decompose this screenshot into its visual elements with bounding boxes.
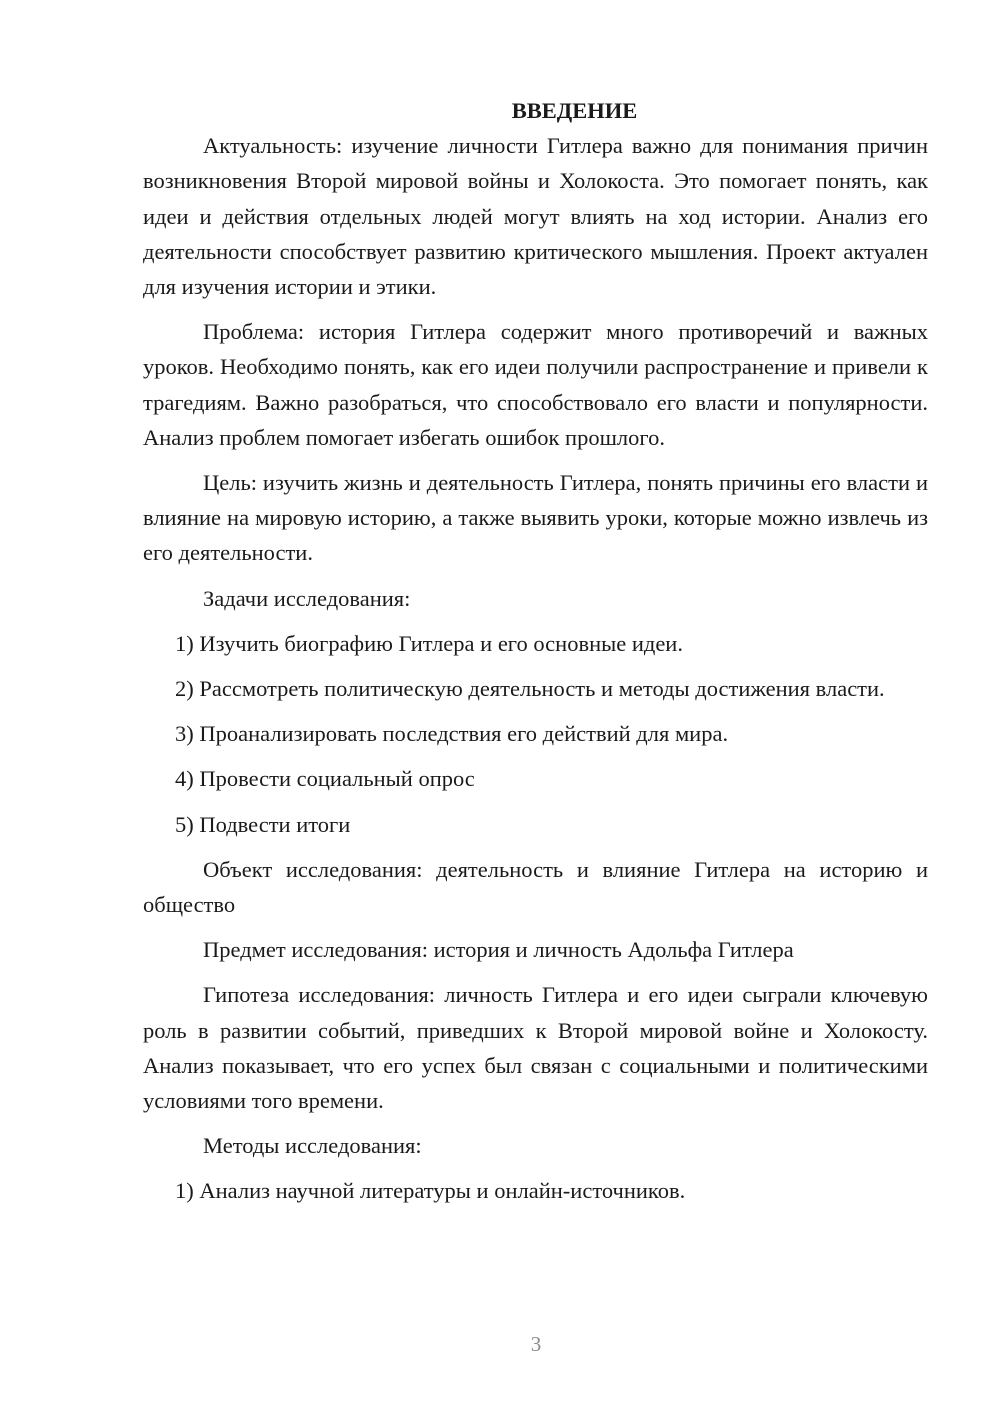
- methods-heading: Методы исследования:: [203, 1133, 422, 1159]
- page-number: 3: [530, 1332, 542, 1356]
- method-item-1: 1) Анализ научной литературы и онлайн-источников.: [175, 1178, 686, 1204]
- paragraph-object: Объект исследования: деятельность и влияние Гитлера на историю и общество: [143, 856, 928, 918]
- task-item-5: 5) Подвести итоги: [175, 811, 351, 837]
- document-body: [143, 93, 928, 1219]
- paragraph-hypothesis: Гипотеза исследования: личность Гитлера и его идеи сыграли ключевую роль в развитии событий, приведших к Второй мировой войне и Холокосту. Анализ показывает, что его успех был связан с социальными и политическими условиями того времени.: [143, 982, 928, 1114]
- paragraph-subject: Предмет исследования: история и личность Адольфа Гитлера: [203, 937, 794, 963]
- paragraph-problem: Проблема: история Гитлера содержит много противоречий и важных уроков. Необходимо понять, как его идеи получили распространение и привели к трагедиям. Важно разобраться, что способствовало его власти и популярности. Анализ проблем помогает избегать ошибок прошлого.: [143, 319, 928, 450]
- task-item-1: 1) Изучить биографию Гитлера и его основные идеи.: [175, 630, 683, 656]
- task-item-4: 4) Провести социальный опрос: [175, 766, 475, 792]
- paragraph-goal: Цель: изучить жизнь и деятельность Гитлера, понять причины его власти и влияние на мировую историю, а также выявить уроки, которые можно извлечь из его деятельности.: [143, 470, 928, 566]
- task-item-2: 2) Рассмотреть политическую деятельность и методы достижения власти.: [175, 676, 885, 702]
- task-item-3: 3) Проанализировать последствия его действий для мира.: [175, 721, 729, 747]
- paragraph-relevance: Актуальность: изучение личности Гитлера важно для понимания причин возникновения Второй мировой войны и Холокоста. Это помогает понять, как идеи и действия отдельных людей могут влиять на ход истории. Анализ его деятельности способствует развитию критического мышления. Проект актуален для изучения истории и этики.: [143, 133, 928, 300]
- tasks-heading: Задачи исследования:: [203, 585, 411, 611]
- page-title: ВВЕДЕНИЕ: [511, 98, 638, 123]
